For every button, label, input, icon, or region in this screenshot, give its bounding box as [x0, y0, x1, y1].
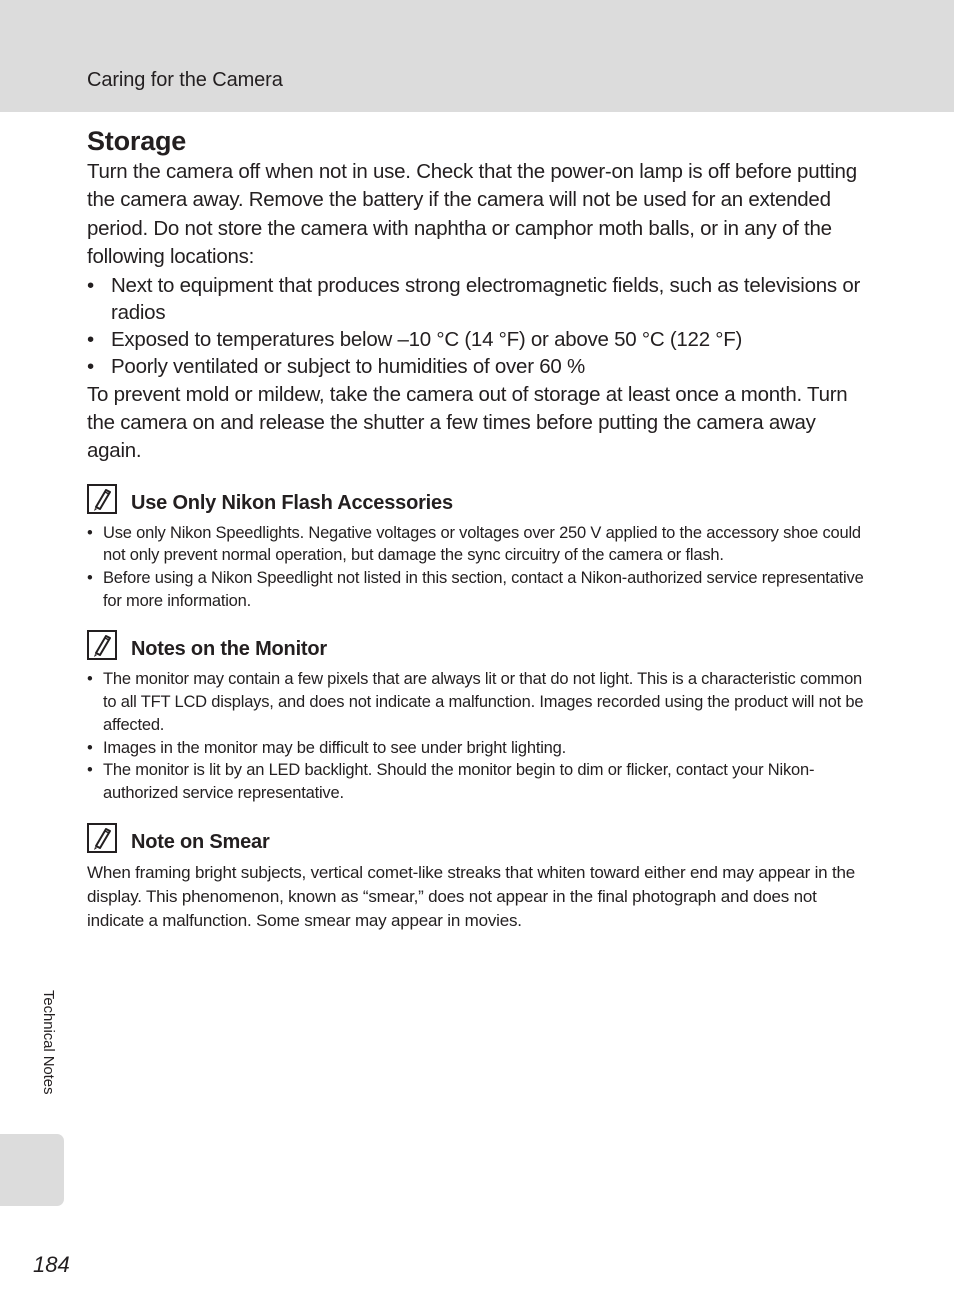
- note-flash-accessories: [87, 482, 871, 613]
- page-number: 184: [33, 1252, 70, 1277]
- list-item-text: The monitor is lit by an LED backlight. Should the monitor begin to dim or flicker, contact your Nikon-authorized service representative.: [103, 761, 815, 802]
- note-title: Notes on the Monitor: [131, 638, 327, 661]
- list-item-text: The monitor may contain a few pixels that are always lit or that do not light. This is a characteristic common to all TFT LCD displays, and does not indicate a malfunction. Images recorded using the product will not be affected.: [103, 670, 864, 734]
- bullet-icon: •: [87, 670, 93, 689]
- list-item-text: Before using a Nikon Speedlight not listed in this section, contact a Nikon-authorized service representative for more information.: [103, 568, 864, 610]
- list-item: [87, 327, 871, 354]
- note-smear: [87, 821, 871, 933]
- note-monitor: [87, 628, 871, 804]
- side-tab-label: Technical Notes: [40, 990, 57, 1095]
- bullet-icon: •: [87, 274, 94, 298]
- note-heading: [87, 482, 871, 516]
- note-title: Use Only Nikon Flash Accessories: [131, 491, 453, 514]
- list-item-text: Use only Nikon Speedlights. Negative voltages or voltages over 250 V applied to the accessory shoe could not only prevent normal operation, but damage the sync circuitry of the camera or flash.: [103, 523, 861, 565]
- storage-outro: To prevent mold or mildew, take the camera out of storage at least once a month. Turn the camera on and release the shutter a few times before putting the camera away again.: [87, 382, 848, 463]
- pencil-note-icon: [87, 630, 117, 660]
- note-title: Note on Smear: [131, 830, 270, 853]
- section-header-title: Caring for the Camera: [87, 69, 283, 91]
- note-list: [87, 522, 871, 613]
- bullet-icon: •: [87, 327, 94, 351]
- header-band: [0, 0, 954, 112]
- bullet-icon: •: [87, 523, 93, 542]
- list-item-text: Next to equipment that produces strong electromagnetic fields, such as televisions or radios: [111, 274, 861, 324]
- side-tab: [0, 1134, 64, 1206]
- bullet-icon: •: [87, 738, 93, 757]
- list-item: [87, 567, 871, 612]
- main-content: [87, 124, 871, 933]
- bullet-icon: •: [87, 761, 93, 780]
- note-heading: [87, 821, 871, 855]
- bullet-icon: •: [87, 354, 94, 378]
- list-item: [87, 668, 871, 736]
- list-item-text: Exposed to temperatures below –10 °C (14 °F) or above 50 °C (122 °F): [111, 327, 743, 351]
- list-item: [87, 522, 871, 567]
- storage-intro: Turn the camera off when not in use. Check that the power-on lamp is off before putting the camera away. Remove the battery if the camera will not be used for an extended period. Do not store the camera with naphtha or camphor moth balls, or in any of the following locations:: [87, 160, 857, 268]
- note-list: [87, 668, 871, 804]
- list-item-text: Poorly ventilated or subject to humidities of over 60 %: [111, 354, 585, 378]
- list-item: [87, 759, 871, 804]
- bullet-icon: •: [87, 568, 93, 587]
- pencil-note-icon: [87, 823, 117, 853]
- pencil-note-icon: [87, 484, 117, 514]
- list-item-text: Images in the monitor may be difficult to see under bright lighting.: [103, 738, 567, 757]
- page-title: Storage: [87, 126, 187, 156]
- list-item: [87, 273, 871, 326]
- list-item: [87, 737, 871, 760]
- note-text: When framing bright subjects, vertical comet-like streaks that whiten toward either end may appear in the display. This phenomenon, known as “smear,” does not appear in the final photograph and does not indicate a malfunction. Some smear may appear in movies.: [87, 862, 855, 930]
- storage-locations-list: [87, 273, 871, 380]
- note-heading: [87, 628, 871, 662]
- list-item: [87, 354, 871, 381]
